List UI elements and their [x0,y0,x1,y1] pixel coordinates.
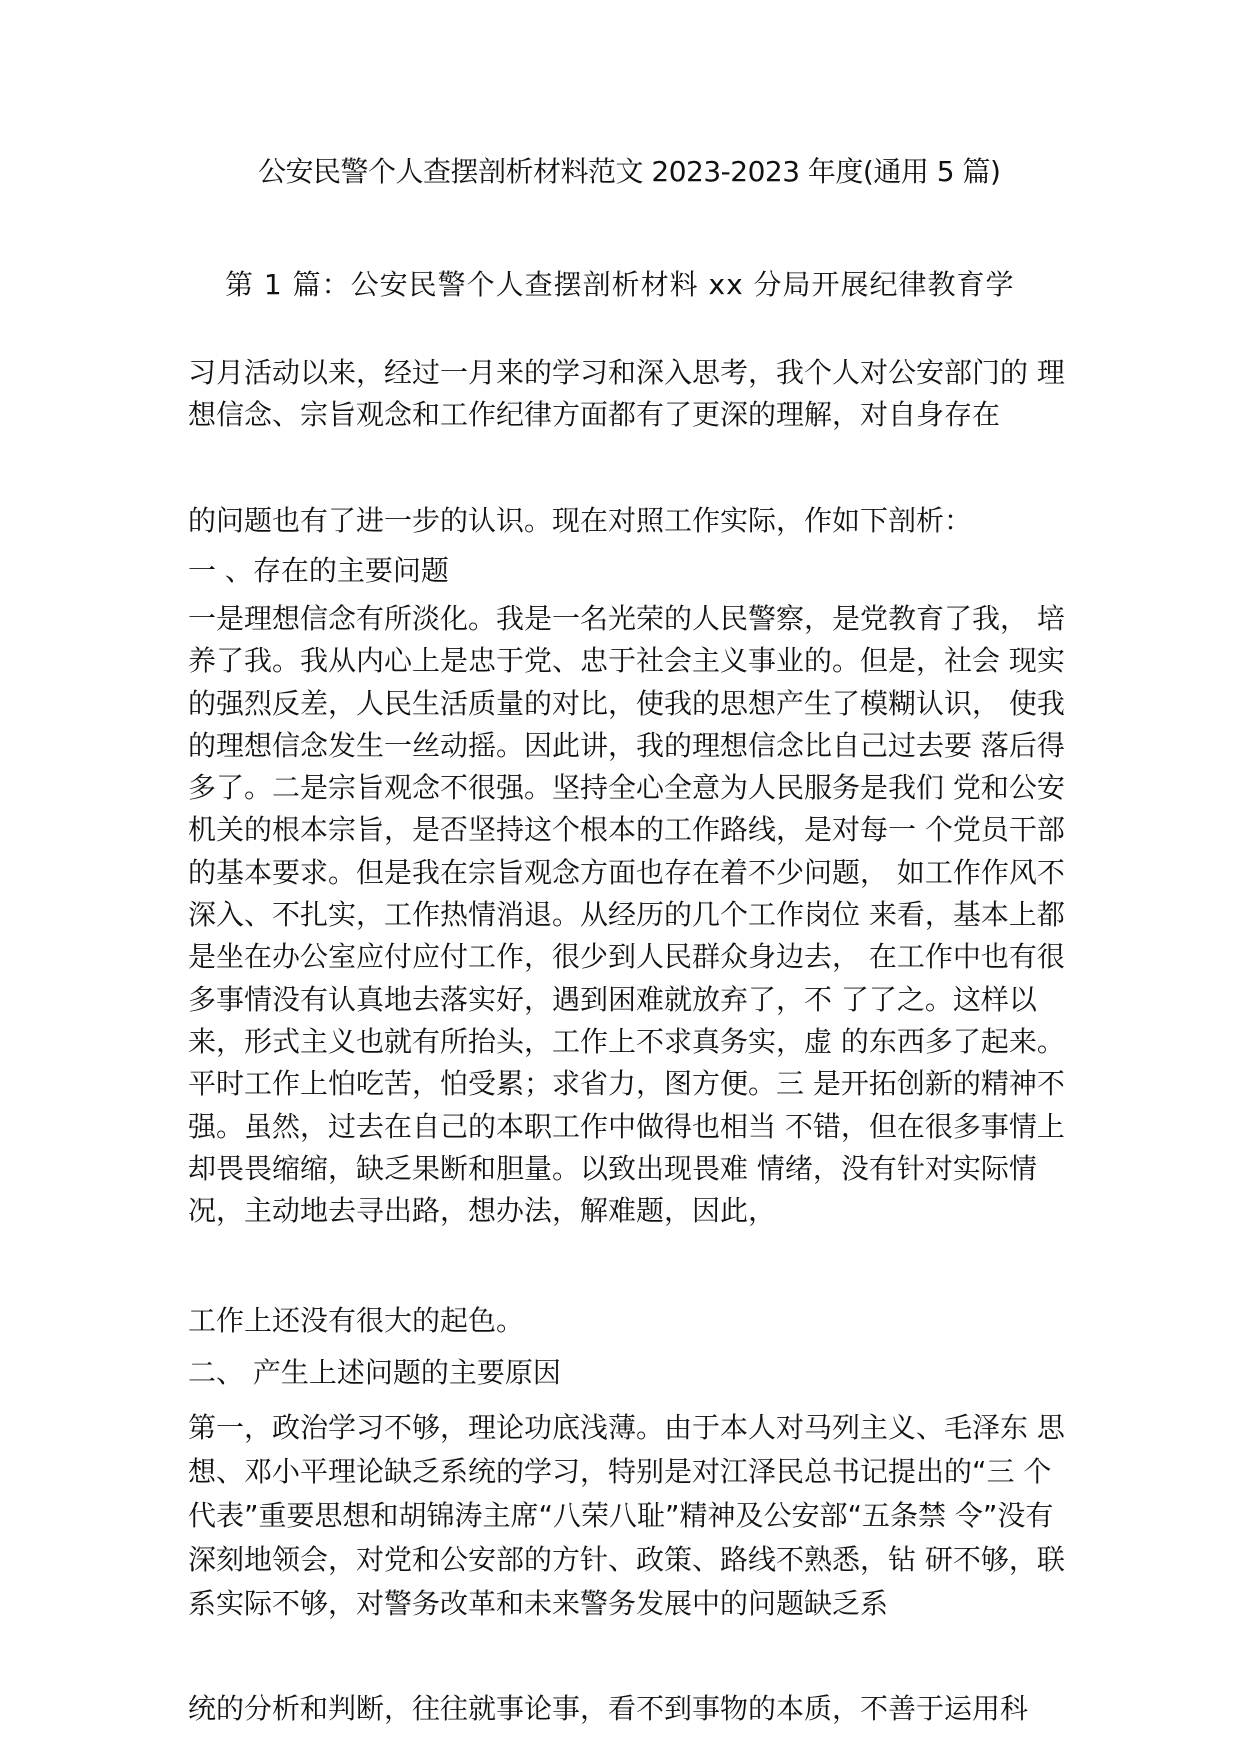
section-heading-problems: 一 、存在的主要问题 [188,554,449,587]
document-title: 公安民警个人查摆剖析材料范文 2023-2023 年度(通用 5 篇) [258,155,1001,188]
chapter-heading: 第 1 篇：公安民警个人查摆剖析材料 xx 分局开展纪律教育学 [225,268,1015,301]
paragraph-causes: 第一，政治学习不够，理论功底浅薄。由于本人对马列主义、毛泽东 思想、邓小平理论缺乏系统的学习，特别是对江泽民总书记提出的“三 个代表”重要思想和胡锦涛主席“八荣八耻”精神及公安部“五条禁 令”没有深刻地领会，对党和公安部的方针、政策、路线不熟悉，钻 研不够，联系实际不够，对警务改革和未来警务发展中的问题缺乏系 [188,1411,1065,1620]
paragraph-problems: 一是理想信念有所淡化。我是一名光荣的人民警察，是党教育了我， 培养了我。我从内心上是忠于党、忠于社会主义事业的。但是，社会 现实的强烈反差，人民生活质量的对比，使我的思想产生了模糊认识， 使我的理想信念发生一丝动摇。因此讲，我的理想信念比自己过去要 落后得多了。二是宗旨观念不很强。坚持全心全意为人民服务是我们 党和公安机关的根本宗旨，是否坚持这个根本的工作路线，是对每一 个党员干部的基本要求。但是我在宗旨观念方面也存在着不少问题， 如工作作风不深入、不扎实，工作热情消退。从经历的几个工作岗位 来看，基本上都是坐在办公室应付应付工作，很少到人民群众身边去， 在工作中也有很多事情没有认真地去落实好，遇到困难就放弃了，不 了了之。这样以来，形式主义也就有所抬头，工作上不求真务实，虚 的东西多了起来。平时工作上怕吃苦，怕受累；求省力，图方便。三 是开拓创新的精神不强。虽然，过去在自己的本职工作中做得也相当 不错，但在很多事情上却畏畏缩缩，缺乏果断和胆量。以致出现畏难 情绪，没有针对实际情况，主动地去寻出路，想办法，解难题，因此， [188,602,1065,1228]
section-heading-causes: 二、 产生上述问题的主要原因 [188,1356,561,1389]
paragraph-problems-end: 工作上还没有很大的起色。 [188,1304,525,1337]
paragraph-intro: 习月活动以来，经过一月来的学习和深入思考，我个人对公安部门的 理想信念、宗旨观念和工作纪律方面都有了更深的理解，对自身存在 [188,356,1065,431]
paragraph-intro-continued: 的问题也有了进一步的认识。现在对照工作实际，作如下剖析： [188,504,973,537]
paragraph-causes-continued: 统的分析和判断，往往就事论事，看不到事物的本质，不善于运用科 [188,1692,1029,1725]
